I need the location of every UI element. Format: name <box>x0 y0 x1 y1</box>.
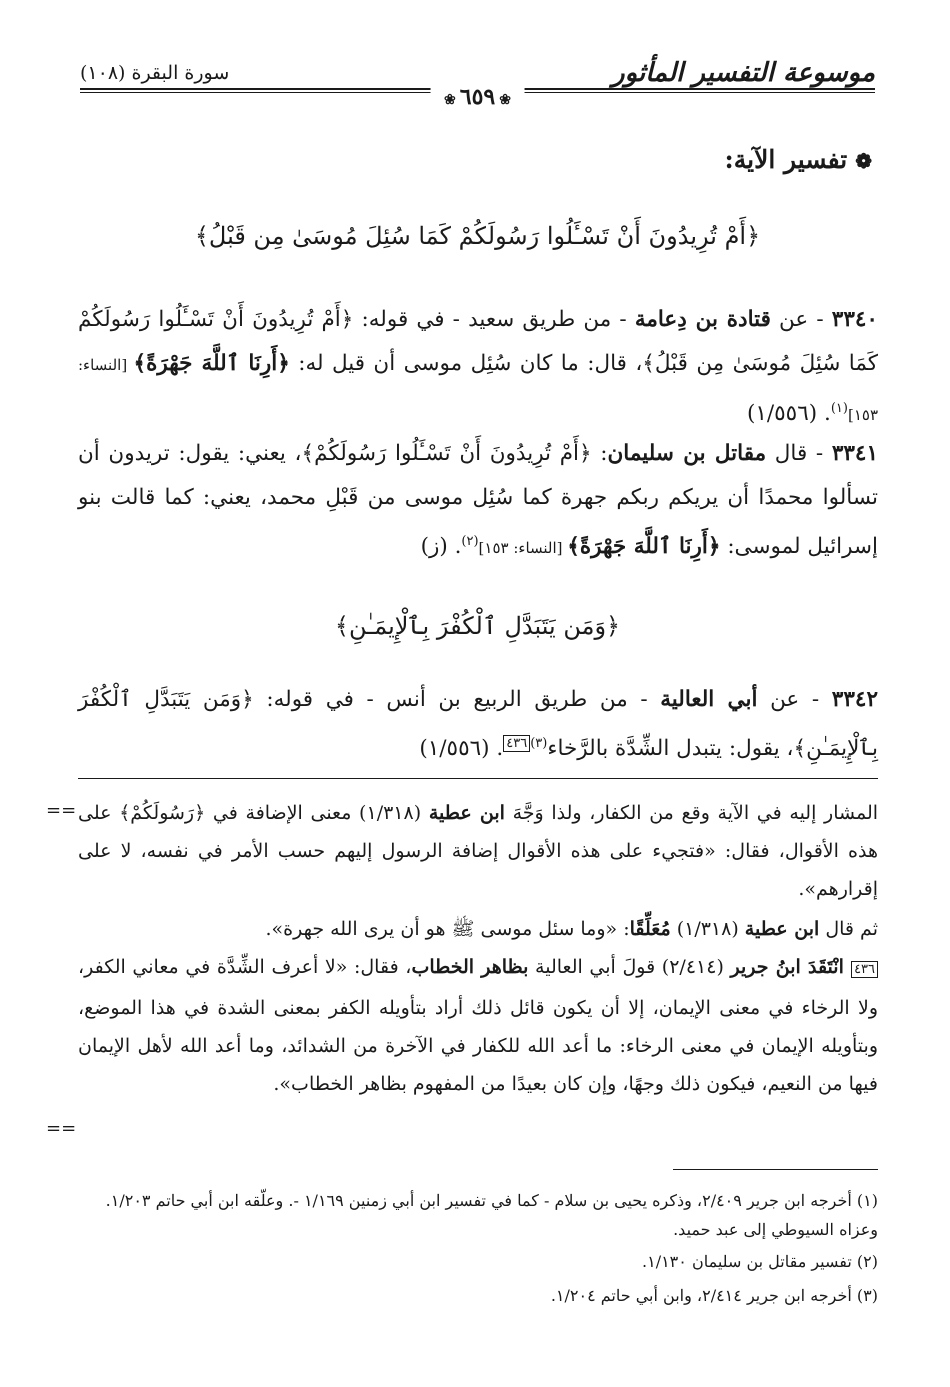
narrator-name: قتادة بن دِعامة <box>634 307 771 332</box>
note-text: : «وما سئل موسى ﷺ هو أن يرى الله جهرة». <box>265 918 630 940</box>
quran-verse: ﴿وَمَن يَتَبَدَّلِ ٱلْكُفْرَ بِٱلْإِيمَـٰنِ﴾ <box>334 612 621 640</box>
note-text: ثم قال <box>819 918 878 940</box>
note-text: (١/٣١٨) معنى الإضافة في <box>205 802 429 824</box>
footnote-marker: (٣) <box>530 736 548 751</box>
section-heading <box>724 145 872 174</box>
scholar-name: ابن عطية <box>428 802 505 824</box>
narration-text: - من طريق الربيع بن أنس - في قوله: <box>253 687 661 712</box>
note-text: بظاهر الخطاب <box>411 956 529 978</box>
commentary-marker: ٤٣٦ <box>851 961 878 978</box>
narration-number: ٣٣٤١ <box>831 441 879 466</box>
narration-text: ، قال: ما كان سُئِل موسى أن قيل له: <box>289 351 643 376</box>
quran-quote: ﴿أَرِنَا ٱللَّهَ جَهْرَةً﴾ <box>133 351 290 376</box>
ornament-icon: ❀ <box>499 92 511 108</box>
footnote-rule <box>673 1169 878 1170</box>
note-1 <box>78 794 878 908</box>
continuation-mark: == <box>46 1118 77 1139</box>
narration-text: ، يعني: يقول: تريدون أن تسألوا محمدًا أن يريكم ربكم جهرة كما سُئِل موسى من قَبْلِ محمد، يعني: كما قالت بنو إسرائيل لموسى: <box>78 441 878 560</box>
narration-text: - قال <box>766 441 832 466</box>
ornament-icon: ❀ <box>444 92 456 108</box>
narration-text: - من طريق سعيد - في قوله: <box>353 307 635 332</box>
note-text: مُعَلِّقًا <box>629 918 671 940</box>
quran-quote: ﴿رَسُولَكُمْ﴾ <box>119 802 206 824</box>
quran-quote: ﴿وَمَن يَتَبَدَّلِ ٱلْكُفْرَ بِٱلْإِيمَـٰنِ﴾ <box>78 687 878 762</box>
verse-reference: [النساء: ١٥٣] <box>478 539 568 558</box>
page-number: ٦٥٩ <box>459 84 496 110</box>
source-reference: . (١/٥٥٦) <box>746 401 831 427</box>
source-reference: . (١/٥٥٦) <box>419 736 504 762</box>
running-header <box>80 58 875 116</box>
quran-quote: ﴿أَمْ تُرِيدُونَ أَنْ تَسْـَٔلُوا رَسُولَكُمْ﴾ <box>301 441 592 466</box>
note-text: ، فقال: «لا أعرف الشِّدَّة في معاني الكفر، ولا الرخاء في معنى الإيمان، إلا أن يكون قائل ذلك أراد بتأويله الكفر بمعنى الشدة في هذا الموضع، وبتأويله الإيمان في معنى الرخاء: ما أعد الله للكفار في الآخرة من الشدائد، وما أعد الله لأهل الإيمان فيها من النعيم، فيكون ذلك وجهًا، وإن كان بعيدًا من المفهوم بظاهر الخطاب». <box>78 956 878 1095</box>
notes-rule <box>78 778 878 779</box>
narrator-name: مقاتل بن سليمان <box>607 441 767 466</box>
narration-3342 <box>78 678 878 771</box>
commentary-marker: ٤٣٦ <box>503 735 530 752</box>
note-text: (٢/٤١٤) قولَ أبي العالية <box>528 956 731 978</box>
note-3 <box>78 948 878 1103</box>
narration-number: ٣٣٤٠ <box>831 307 878 332</box>
verse-reference: [النساء: ١٥٣] <box>78 356 878 425</box>
narration-text: - عن <box>757 687 832 712</box>
note-text: المشار إليه في الآية وقع من الكفار، ولذا وَجَّهَ <box>504 802 879 824</box>
footnote-marker: (٢) <box>461 534 479 549</box>
note-2 <box>78 910 878 948</box>
narration-3340 <box>78 298 878 437</box>
footnote-2: (٢) تفسير مقاتل بن سليمان ١/١٣٠. <box>642 1252 878 1271</box>
note-text: (١/٣١٨) <box>670 918 745 940</box>
flower-icon: ❁ <box>855 149 872 173</box>
quran-quote: ﴿أَمْ تُرِيدُونَ أَنْ تَسْـَٔلُوا رَسُولَكُمْ كَمَا سُئِلَ مُوسَىٰ مِن قَبْلُ﴾ <box>78 307 878 376</box>
source-reference: . (ز) <box>420 534 462 560</box>
scholar-name: ابن عطية <box>744 918 820 940</box>
note-text: على هذه الأقوال، فقال: «فتجيء على هذه الأقوال إضافة الرسول إليهم حسب الأمر في نفسه، لا على إقرارهم». <box>78 802 878 900</box>
narration-3341 <box>78 432 878 570</box>
book-title: موسوعة التفسير المأثور <box>612 58 875 88</box>
narration-text: ، يقول: يتبدل الشِّدَّة بالرَّخاء <box>547 736 794 762</box>
scholar-name: انْتَقَدَ ابنُ جرير <box>730 956 852 978</box>
quran-quote: ﴿أَرِنَا ٱللَّهَ جَهْرَةً﴾ <box>567 534 721 560</box>
narration-text: : <box>591 441 608 466</box>
page-number-wrap <box>430 84 525 110</box>
narration-number: ٣٣٤٢ <box>831 687 878 712</box>
sura-label: سورة البقرة (١٠٨) <box>80 62 230 84</box>
footnote-1: (١) أخرجه ابن جرير ٢/٤٠٩، وذكره يحيى بن سلام - كما في تفسير ابن أبي زمنين ١/١٦٩ -. وعلّقه ابن أبي حاتم ١/٢٠٣. وعزاه السيوطي إلى عبد حميد. <box>105 1191 878 1239</box>
narrator-name: أبي العالية <box>660 687 758 712</box>
section-title: تفسير الآية: <box>724 145 848 174</box>
continuation-mark: == <box>46 800 77 821</box>
footnote-3: (٣) أخرجه ابن جرير ٢/٤١٤، وابن أبي حاتم ١/٢٠٤. <box>550 1286 878 1305</box>
narration-text: - عن <box>770 307 832 332</box>
quran-verse: ﴿أَمْ تُرِيدُونَ أَنْ تَسْـَٔلُوا رَسُولَكُمْ كَمَا سُئِلَ مُوسَىٰ مِن قَبْلُ﴾ <box>194 222 761 250</box>
footnote-marker: (١) <box>830 401 848 416</box>
